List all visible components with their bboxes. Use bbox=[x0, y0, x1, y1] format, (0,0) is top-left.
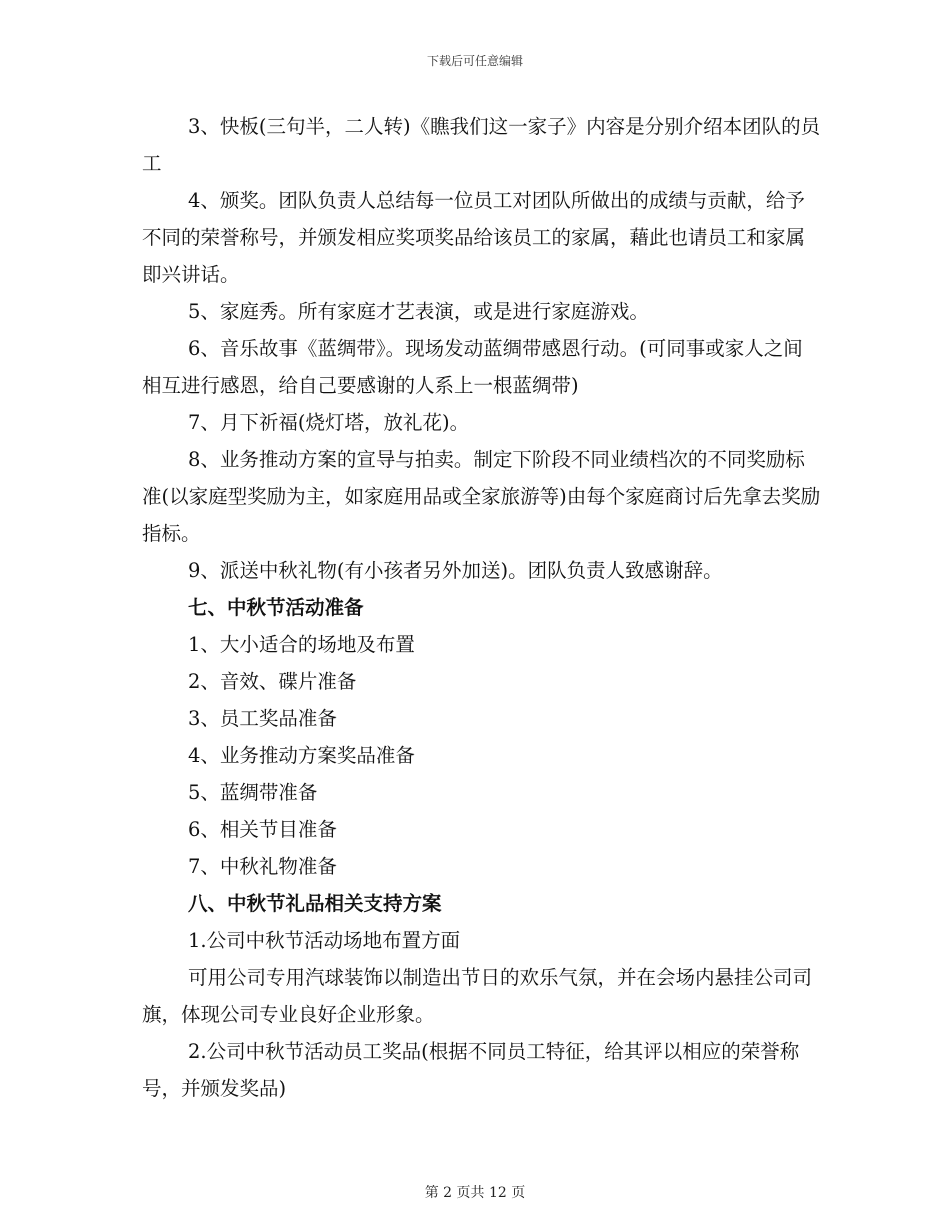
list-item-blue-ribbon: 5、蓝绸带准备 bbox=[188, 781, 318, 804]
paragraph-item-3-skit: 3、快板(三句半，二人转)《瞧我们这一家子》内容是分别介绍本团队的员工 bbox=[142, 115, 821, 175]
subheading-venue-decoration: 1.公司中秋节活动场地布置方面 bbox=[188, 929, 461, 952]
paragraph-item-8-business: 8、业务推动方案的宣导与拍卖。制定下阶段不同业绩档次的不同奖励标准(以家庭型奖励为主，如家庭用品或全家旅游等)由每个家庭商讨后先拿去奖励指标。 bbox=[142, 448, 821, 545]
subheading-employee-prizes: 2.公司中秋节活动员工奖品(根据不同员工特征，给其评以相应的荣誉称号，并颁发奖品) bbox=[142, 1040, 800, 1100]
list-item-mid-autumn-gifts: 7、中秋礼物准备 bbox=[188, 855, 337, 878]
paragraph-item-4-awards: 4、颁奖。团队负责人总结每一位员工对团队所做出的成绩与贡献，给予不同的荣誉称号，并颁发相应奖项奖品给该员工的家属，藉此也请员工和家属即兴讲话。 bbox=[142, 189, 806, 286]
page-header: 下载后可任意编辑 bbox=[426, 54, 523, 68]
list-item-venue: 1、大小适合的场地及布置 bbox=[188, 633, 415, 656]
page-footer: 第 2 页共 12 页 bbox=[424, 1185, 526, 1201]
list-item-business-prizes: 4、业务推动方案奖品准备 bbox=[188, 744, 415, 767]
paragraph-item-7-blessing: 7、月下祈福(烧灯塔，放礼花)。 bbox=[188, 411, 470, 434]
paragraph-item-6-music-story: 6、音乐故事《蓝绸带》。现场发动蓝绸带感恩行动。(可同事或家人之间相互进行感恩，给自己要感谢的人系上一根蓝绸带) bbox=[142, 337, 803, 397]
paragraph-item-5-family-show: 5、家庭秀。所有家庭才艺表演，或是进行家庭游戏。 bbox=[188, 300, 649, 323]
list-item-programs: 6、相关节目准备 bbox=[188, 818, 337, 841]
paragraph-item-9-gifts: 9、派送中秋礼物(有小孩者另外加送)。团队负责人致感谢辞。 bbox=[188, 559, 723, 582]
paragraph-venue-decoration: 可用公司专用汽球装饰以制造出节日的欢乐气氛，并在会场内悬挂公司司旗，体现公司专业良好企业形象。 bbox=[142, 966, 813, 1026]
list-item-employee-prizes: 3、员工奖品准备 bbox=[188, 707, 337, 730]
list-item-audio: 2、音效、碟片准备 bbox=[188, 670, 357, 693]
document-body bbox=[142, 108, 822, 1107]
section-heading-support-plan: 八、中秋节礼品相关支持方案 bbox=[188, 892, 442, 915]
section-heading-preparation: 七、中秋节活动准备 bbox=[188, 596, 364, 619]
